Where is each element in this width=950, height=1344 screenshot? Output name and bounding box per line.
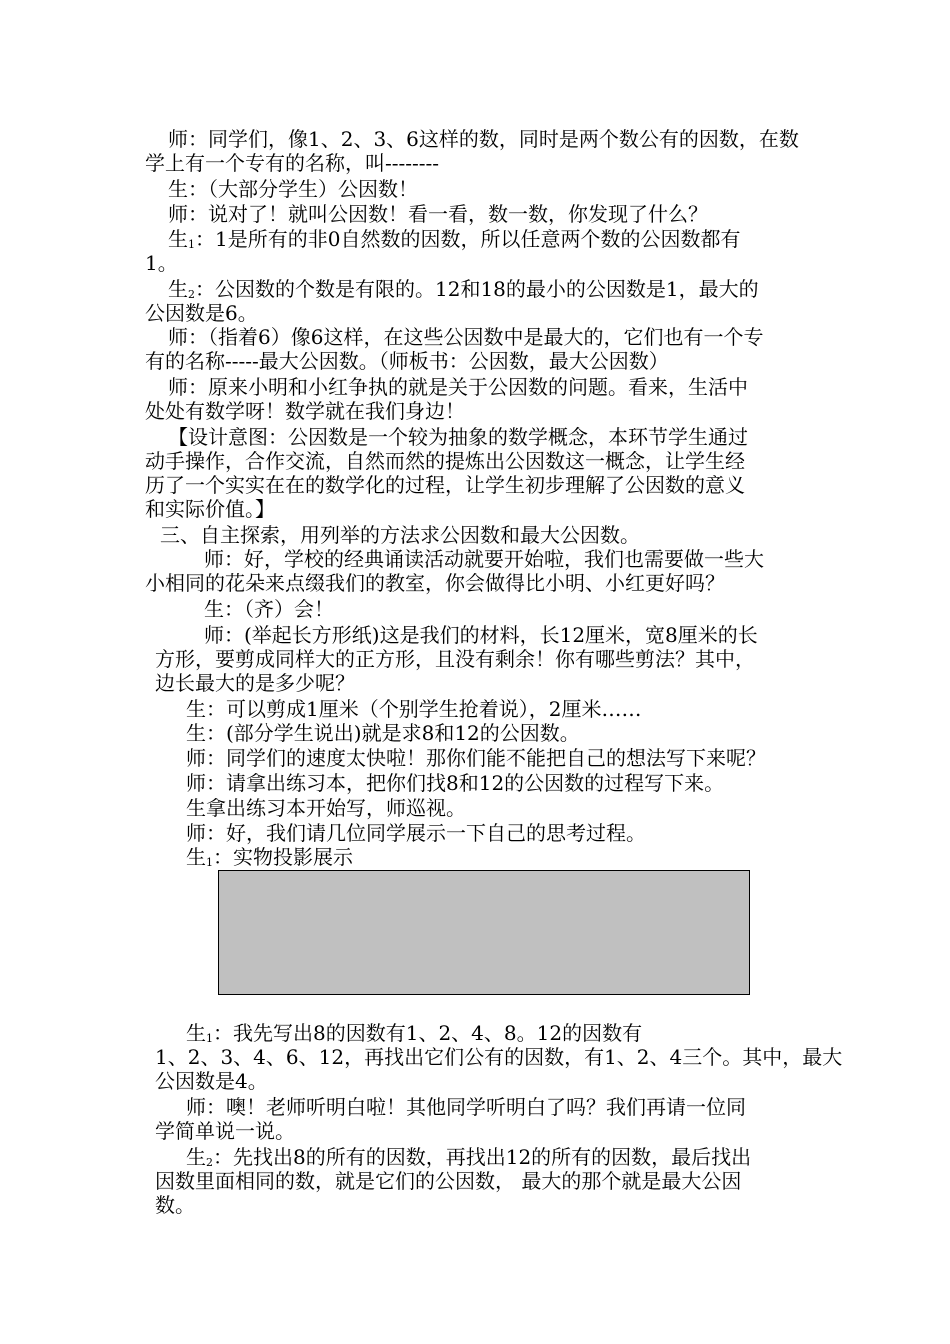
- text-line: 师：好，学校的经典诵读活动就要开始啦，我们也需要做一些大: [204, 547, 764, 571]
- speaker-subscript: 1: [206, 856, 213, 869]
- text-line: [168, 227, 740, 257]
- text-line: 数。: [155, 1193, 195, 1217]
- text-line: 师：噢！老师听明白啦！其他同学听明白了吗？我们再请一位同: [186, 1095, 746, 1119]
- text-line: 公因数是6。: [145, 301, 258, 325]
- text-line: 学上有一个专有的名称，叫--------: [145, 151, 440, 175]
- speaker: 生: [186, 1145, 206, 1169]
- design-note-line: 历了一个实实在在的数学化的过程，让学生初步理解了公因数的意义: [145, 473, 745, 497]
- text-line: 学简单说一说。: [155, 1119, 295, 1143]
- line-text: ：实物投影展示: [213, 845, 353, 869]
- speaker-subscript: 1: [206, 1032, 213, 1045]
- section-heading: 三、自主探索，用列举的方法求公因数和最大公因数。: [160, 523, 640, 547]
- text-line: 方形，要剪成同样大的正方形，且没有剩余！你有哪些剪法？其中，: [155, 647, 755, 671]
- speaker: 生: [168, 277, 188, 301]
- speaker: 生: [186, 1021, 206, 1045]
- text-line: 师：同学们的速度太快啦！那你们能不能把自己的想法写下来呢？: [186, 746, 766, 770]
- design-note-line: 和实际价值。】: [145, 497, 275, 521]
- text-line: 生：（齐）会！: [204, 597, 334, 621]
- speaker-subscript: 2: [206, 1156, 213, 1169]
- line-text: ：1是所有的非0自然数的因数，所以任意两个数的公因数都有: [195, 227, 741, 251]
- text-line: 师：(举起长方形纸)这是我们的材料，长12厘米，宽8厘米的长: [204, 623, 758, 647]
- text-line: 生拿出练习本开始写，师巡视。: [186, 796, 466, 820]
- text-line: 生：可以剪成1厘米（个别学生抢着说），2厘米……: [186, 697, 642, 721]
- speaker-subscript: 2: [188, 288, 195, 301]
- text-line: 师：好，我们请几位同学展示一下自己的思考过程。: [186, 821, 646, 845]
- text-line: 小相同的花朵来点缀我们的教室，你会做得比小明、小红更好吗？: [145, 571, 725, 595]
- line-text: ：我先写出8的因数有1、2、4、8。12的因数有: [213, 1021, 643, 1045]
- design-note-line: 动手操作，合作交流，自然而然的提炼出公因数这一概念，让学生经: [145, 449, 745, 473]
- text-line: 师：说对了！就叫公因数！看一看，数一数，你发现了什么？: [168, 202, 708, 226]
- text-line: 师：原来小明和小红争执的就是关于公因数的问题。看来，生活中: [168, 375, 748, 399]
- speaker: 生: [186, 845, 206, 869]
- line-text: ：先找出8的所有的因数，再找出12的所有的因数，最后找出: [213, 1145, 752, 1169]
- projection-image-placeholder: [218, 870, 750, 995]
- text-line: 1、2、3、4、6、12，再找出它们公有的因数，有1、2、4三个。其中，最大: [155, 1045, 843, 1069]
- text-line: 公因数是4。: [155, 1069, 268, 1093]
- text-line: 因数里面相同的数，就是它们的公因数， 最大的那个就是最大公因: [155, 1169, 742, 1193]
- text-line: 有的名称-----最大公因数。（师板书：公因数，最大公因数）: [145, 349, 669, 373]
- design-note-line: 【设计意图：公因数是一个较为抽象的数学概念，本环节学生通过: [168, 425, 748, 449]
- line-text: ：公因数的个数是有限的。12和18的最小的公因数是1，最大的: [195, 277, 759, 301]
- text-line: 生：(部分学生说出)就是求8和12的公因数。: [186, 721, 580, 745]
- text-line: 1。: [145, 251, 178, 275]
- text-line: 边长最大的是多少呢？: [155, 671, 355, 695]
- speaker: 生: [168, 227, 188, 251]
- text-line: 处处有数学呀！数学就在我们身边！: [145, 399, 465, 423]
- text-line: 生：（大部分学生）公因数！: [168, 177, 418, 201]
- text-line: 师：（指着6）像6这样，在这些公因数中是最大的，它们也有一个专: [168, 325, 764, 349]
- speaker-subscript: 1: [188, 238, 195, 251]
- text-line: 师：同学们，像1、2、3、6这样的数，同时是两个数公有的因数，在数: [168, 127, 799, 151]
- text-line: 师：请拿出练习本，把你们找8和12的公因数的过程写下来。: [186, 771, 725, 795]
